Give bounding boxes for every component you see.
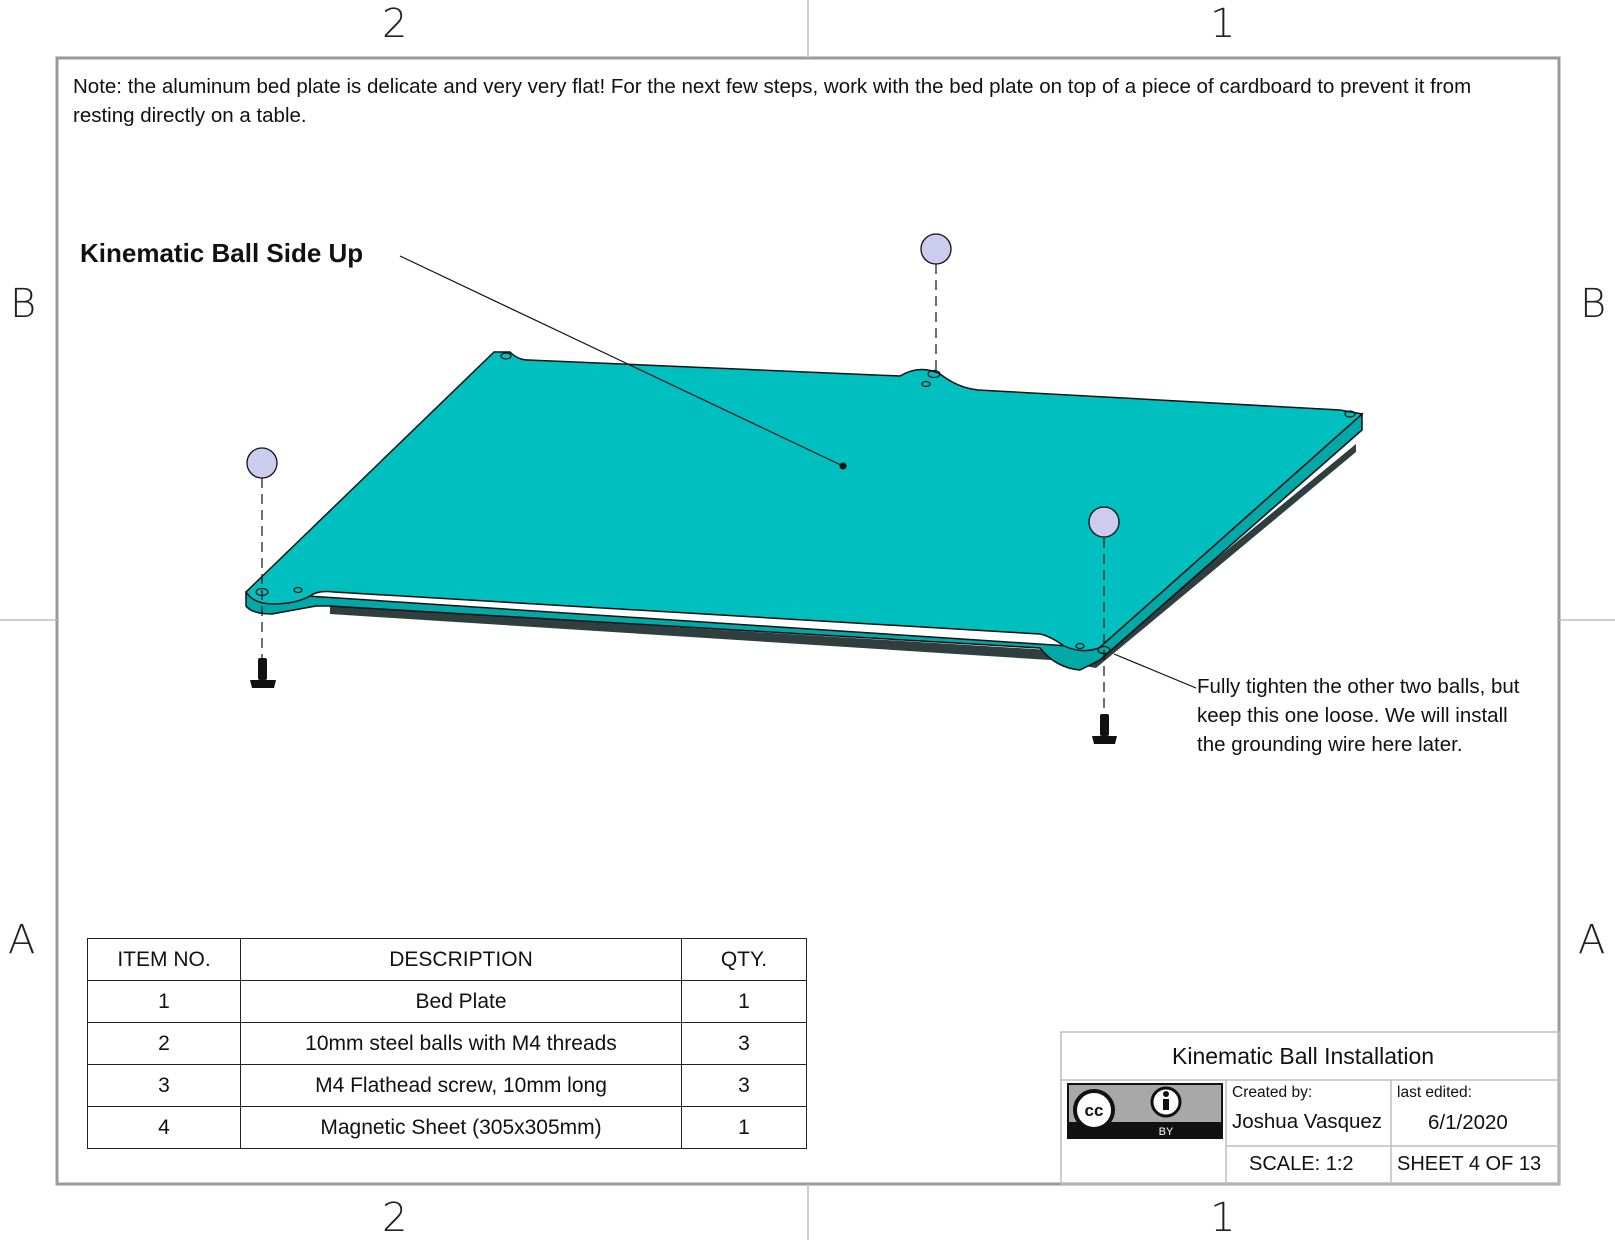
- creative-commons-by-logo: [1068, 1084, 1222, 1138]
- bom-item-number: 1: [88, 981, 241, 1023]
- drawing-title: Kinematic Ball Installation: [1172, 1043, 1435, 1069]
- created-by-label: Created by:: [1232, 1084, 1313, 1101]
- bom-quantity: 3: [682, 1023, 807, 1065]
- sheet-number: SHEET 4 OF 13: [1397, 1153, 1542, 1175]
- bom-item-number: 4: [88, 1107, 241, 1149]
- bom-header-qty: QTY.: [682, 939, 807, 981]
- bom-description: Bed Plate: [241, 981, 682, 1023]
- zone-label-bottom-1: 1: [1210, 1195, 1236, 1241]
- zone-label-left-a: A: [8, 917, 36, 963]
- by-logo-text: BY: [1158, 1126, 1174, 1138]
- cc-logo-text: cc: [1084, 1101, 1104, 1120]
- drawing-scale: SCALE: 1:2: [1249, 1153, 1354, 1175]
- zone-label-top-1: 1: [1210, 1, 1236, 47]
- zone-label-left-b: B: [10, 281, 37, 327]
- zone-label-right-b: B: [1580, 281, 1607, 327]
- bom-quantity: 1: [682, 1107, 807, 1149]
- zone-label-top-2: 2: [382, 1, 408, 47]
- author-name: Joshua Vasquez: [1232, 1110, 1383, 1133]
- bom-header-description: DESCRIPTION: [241, 939, 682, 981]
- kinematic-side-callout: Kinematic Ball Side Up: [80, 238, 364, 268]
- assembly-note: Note: the aluminum bed plate is delicate and very very flat! For the next few steps, work with the bed plate on top of a piece of cardboard to prevent it from resting directly on a table.: [73, 75, 1472, 127]
- bom-description: M4 Flathead screw, 10mm long: [241, 1065, 682, 1107]
- bom-description: Magnetic Sheet (305x305mm): [241, 1107, 682, 1149]
- zone-label-bottom-2: 2: [382, 1195, 408, 1241]
- bom-description: 10mm steel balls with M4 threads: [241, 1023, 682, 1065]
- last-edited-date: 6/1/2020: [1428, 1111, 1508, 1134]
- bom-header-item: ITEM NO.: [88, 939, 241, 981]
- last-edited-label: last edited:: [1397, 1084, 1472, 1101]
- bom-quantity: 1: [682, 981, 807, 1023]
- bom-quantity: 3: [682, 1065, 807, 1107]
- bom-item-number: 3: [88, 1065, 241, 1107]
- loose-ball-callout: Fully tighten the other two balls, but keep this one loose. We will install the grounding wire here later.: [1197, 675, 1520, 756]
- zone-label-right-a: A: [1578, 917, 1606, 963]
- bom-item-number: 2: [88, 1023, 241, 1065]
